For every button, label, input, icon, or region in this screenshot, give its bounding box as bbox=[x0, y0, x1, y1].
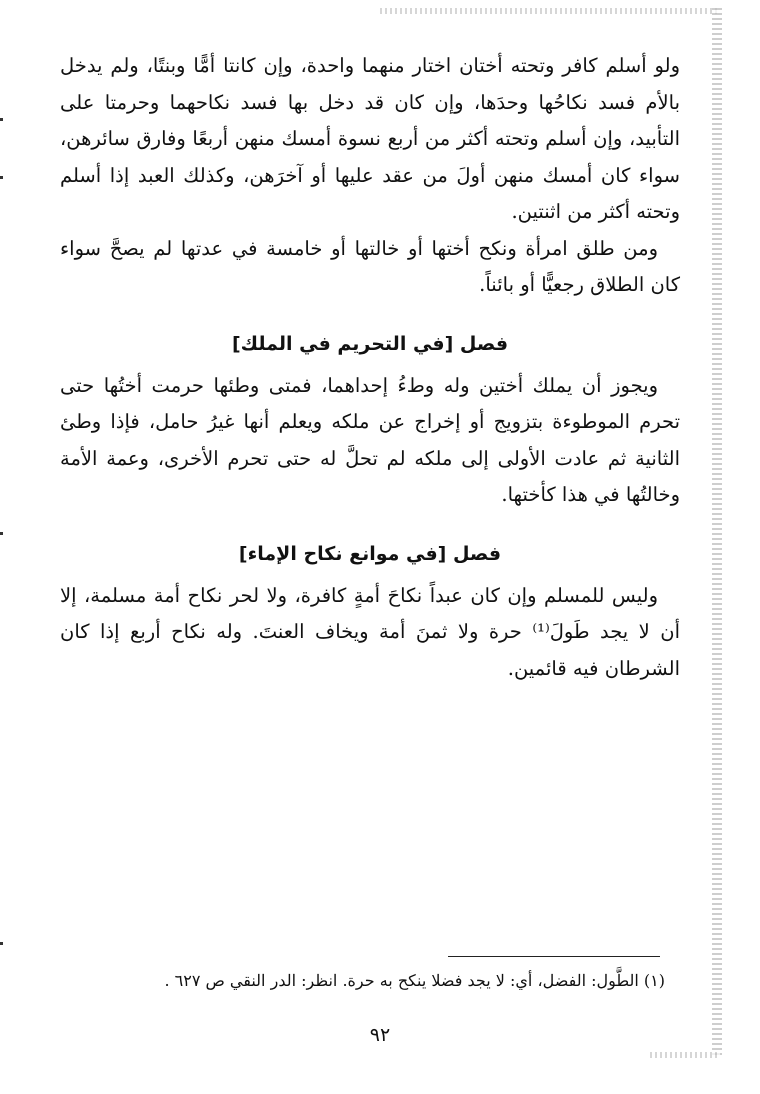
scan-edge-bottom bbox=[650, 1052, 720, 1058]
page-body bbox=[60, 48, 680, 687]
margin-mark bbox=[0, 176, 3, 179]
scan-edge-right bbox=[712, 8, 722, 1058]
paragraph: وليس للمسلم وإن كان عبداً نكاحَ أمةٍ كافرة، ولا لحر نكاح أمة مسلمة، إلا أن لا يجد طَولَ⁽¹⁾ حرة ولا ثمنَ أمة ويخاف العنتَ. وله نكاح أربع إذا كان الشرطان فيه قائمين. bbox=[60, 583, 680, 680]
margin-mark bbox=[0, 118, 3, 121]
footnote-separator bbox=[448, 956, 660, 957]
footnote: (١) الطَّول: الفضل، أي: لا يجد فضلا ينكح به حرة. انظر: الدر النقي ص ٦٢٧ . bbox=[164, 971, 665, 990]
page-number: ٩٢ bbox=[369, 1024, 391, 1046]
paragraph: ومن طلق امرأة ونكح أختها أو خالتها أو خامسة في عدتها لم يصحَّ سواء كان الطلاق رجعيًّا أو بائناً. bbox=[60, 236, 680, 296]
margin-mark bbox=[0, 532, 3, 535]
section-heading: فصل [في التحريم في الملك] bbox=[231, 332, 509, 355]
margin-mark bbox=[0, 942, 3, 945]
section-heading: فصل [في موانع نكاح الإماء] bbox=[238, 542, 502, 565]
paragraph: ويجوز أن يملك أختين وله وطءُ إحداهما، فمتى وطئها حرمت أختُها حتى تحرم الموطوءة بتزويج أو إخراج عن ملكه ويعلم أنها غيرُ حامل، فإذا وطئ الثانية ثم عادت الأولى إلى ملكه لم تحلَّ له حتى تحرم الأخرى، وعمة الأمة وخالتُها في هذا كأختها. bbox=[60, 373, 680, 506]
paragraph: ولو أسلم كافر وتحته أختان اختار منهما واحدة، وإن كانتا أمًّا وبنتًا، ولم يدخل بالأم فسد نكاحُها وحدَها، وإن كان قد دخل بها فسد نكاحهما وحرمتا على التأبيد، وإن أسلم وتحته أكثر من أربع نسوة أمسك منهن أربعًا وفارق سائرهن، سواء كان أمسك منهن أولَ من عقد عليها أو آخرَهن، وكذلك العبد إذا أسلم وتحته أكثر من اثنتين. bbox=[60, 54, 680, 223]
scan-edge-top bbox=[380, 8, 720, 14]
